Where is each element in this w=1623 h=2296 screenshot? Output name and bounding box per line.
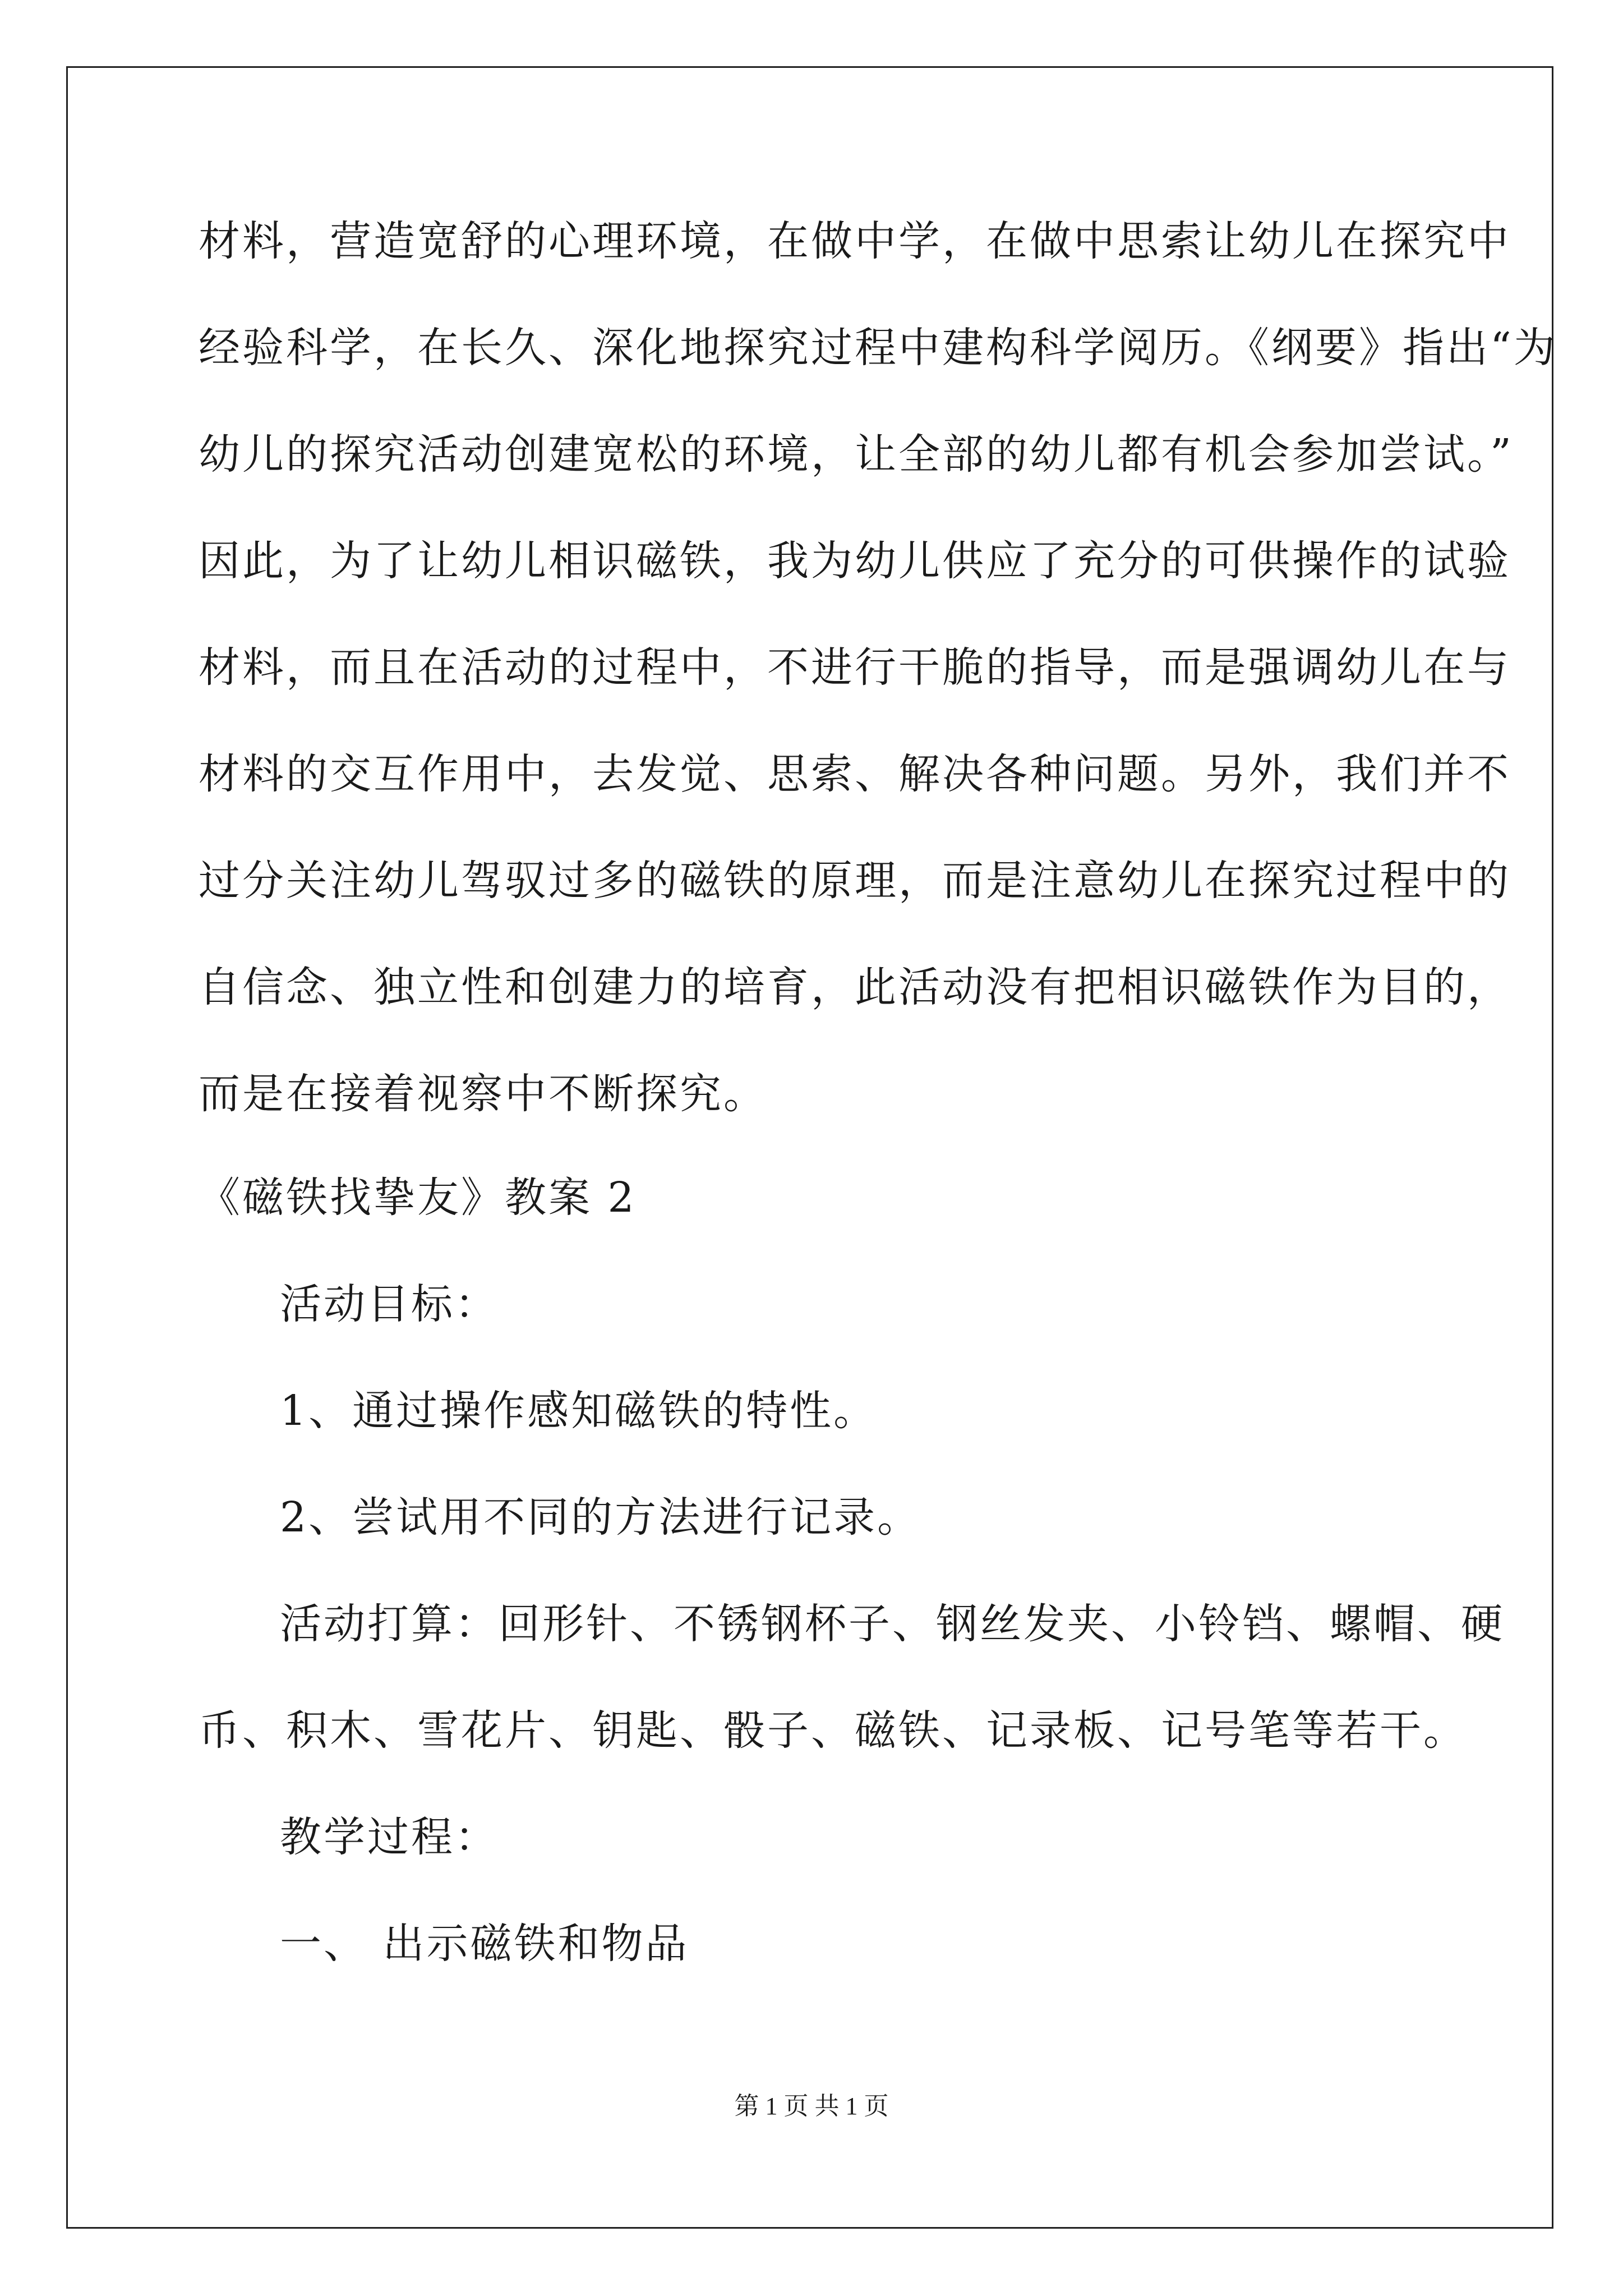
goals-heading: 活动目标： — [280, 1280, 499, 1328]
section-title: 《磁铁找挚友》教案 2 — [199, 1174, 637, 1222]
goal-item: 2、尝试用不同的方法进行记录。 — [280, 1493, 921, 1542]
paragraph-line: 材料，营造宽舒的心理环境，在做中学，在做中思索让幼儿在探究中 — [199, 217, 1511, 265]
page-footer: 第 1 页 共 1 页 — [734, 2092, 889, 2120]
paragraph-line: 幼儿的探究活动创建宽松的环境，让全部的幼儿都有机会参加尝试。” — [199, 430, 1514, 478]
paragraph-line: 而是在接着视察中不断探究。 — [199, 1070, 767, 1118]
paragraph-line: 过分关注幼儿驾驭过多的磁铁的原理，而是注意幼儿在探究过程中的 — [199, 857, 1511, 905]
page-border — [66, 66, 1553, 2229]
process-heading: 教学过程： — [280, 1813, 499, 1861]
prep-line: 币、积木、雪花片、钥匙、骰子、磁铁、记录板、记号笔等若干。 — [199, 1706, 1467, 1755]
paragraph-line: 经验科学，在长久、深化地探究过程中建构科学阅历。《纲要》指出“为 — [199, 324, 1557, 372]
paragraph-line: 材料，而且在活动的过程中，不进行干脆的指导，而是强调幼儿在与 — [199, 643, 1511, 692]
prep-line: 活动打算：回形针、不锈钢杯子、钢丝发夹、小铃铛、螺帽、硬 — [280, 1600, 1505, 1648]
paragraph-line: 因此，为了让幼儿相识磁铁，我为幼儿供应了充分的可供操作的试验 — [199, 537, 1511, 585]
paragraph-line: 自信念、独立性和创建力的培育，此活动没有把相识磁铁作为目的， — [199, 963, 1511, 1011]
paragraph-line: 材料的交互作用中，去发觉、思索、解决各种问题。另外，我们并不 — [199, 750, 1511, 798]
process-step: 一、 出示磁铁和物品 — [280, 1920, 689, 1968]
goal-item: 1、通过操作感知磁铁的特性。 — [280, 1387, 878, 1435]
